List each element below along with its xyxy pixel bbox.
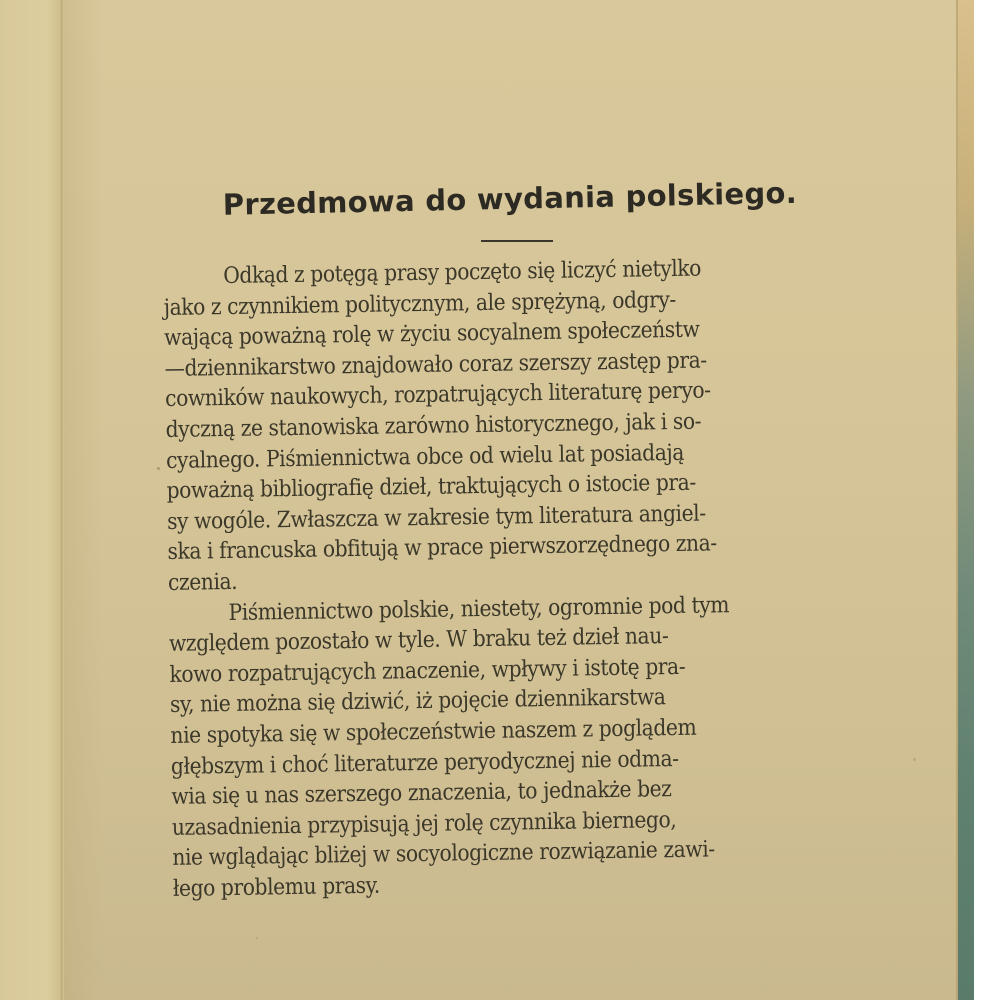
text-line: nie wglądając bliżej w socyologiczne rozwiązanie zawi-	[172, 836, 715, 872]
paper-speck	[157, 467, 160, 470]
text-line: wającą poważną rolę w życiu socyalnem społeczeństw	[163, 316, 700, 352]
text-line: Odkąd z potęgą prasy poczęto się liczyć nietylko	[223, 255, 702, 290]
text-line: ska i francuska obfitują w prace pierwszorzędnego zna-	[167, 530, 717, 566]
paragraph-2	[168, 588, 863, 905]
text-line: czenia.	[167, 568, 238, 596]
paper-speck	[256, 937, 258, 939]
text-line: cowników naukowych, rozpatrujących literaturę peryo-	[164, 377, 711, 413]
text-line: sy, nie można się dziwić, iż pojęcie dziennikarstwa	[169, 684, 666, 719]
text-line: kowo rozpatrujących znaczenie, wpływy i istotę pra-	[169, 653, 686, 688]
cloth-binding	[958, 0, 974, 1000]
gutter-shadow	[64, 0, 104, 1000]
paragraph-1	[163, 251, 858, 598]
text-line: głębszym i choć literaturze peryodycznej nie odma-	[170, 745, 679, 780]
previous-page-edge	[0, 0, 66, 1000]
chapter-title: Przedmowa do wydania polskiego.	[222, 175, 798, 222]
paper-speck	[913, 758, 916, 761]
text-line: —dziennikarstwo znajdowało coraz szerszy zastęp pra-	[164, 347, 707, 382]
text-line: uzasadnienia przypisują jej rolę czynnika biernego,	[171, 806, 677, 841]
text-line: nie spotyka się w społeczeństwie naszem z poglądem	[170, 714, 697, 749]
text-line: sy wogóle. Zwłaszcza w zakresie tym literatura angiel-	[166, 500, 706, 535]
text-line: Piśmiennictwo polskie, niestety, ogromnie pod tym	[228, 591, 730, 626]
text-line: wia się u nas szerszego znaczenia, to jednakże bez	[171, 776, 672, 811]
text-line: łego problemu prasy.	[172, 872, 380, 902]
title-divider	[481, 240, 553, 242]
text-line: cyalnego. Piśmiennictwa obce od wielu lat posiadają	[165, 439, 685, 474]
text-line: dyczną ze stanowiska zarówno historycznego, jak i so-	[165, 408, 702, 443]
body-text	[163, 251, 863, 904]
text-line: poważną bibliografię dzieł, traktujących o istocie pra-	[166, 469, 696, 505]
text-line: jako z czynnikiem politycznym, ale sprężyną, odgry-	[163, 286, 677, 321]
text-line: względem pozostało w tyle. W braku też dzieł nau-	[168, 623, 669, 658]
